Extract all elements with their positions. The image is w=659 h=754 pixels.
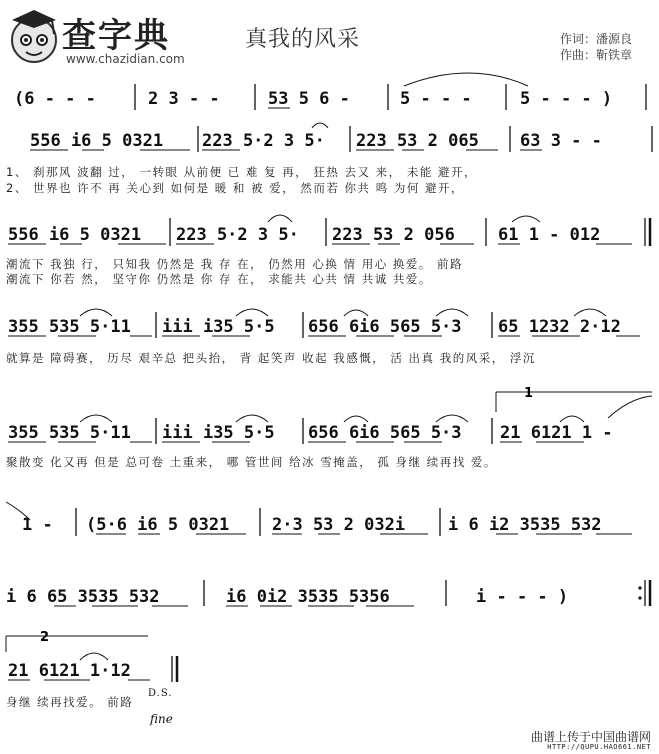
score-line0-m1: (6 - - - bbox=[14, 89, 96, 109]
song-title: 真我的风采 bbox=[245, 27, 361, 52]
lyric-verse2-line1: 2、 世界也 许不 再 关心到 如何是 暖 和 被 爱， 然而若 你共 鸣 为何 避开， bbox=[6, 181, 464, 195]
lyric-line3: 就算是 障碍赛， 历尽 艰辛总 把头抬， 背 起笑声 收起 我感慨， 活 出真 我的风采， 浮沉 bbox=[6, 351, 536, 365]
volta-2-label: 2 bbox=[40, 630, 50, 645]
score-line2-m3: 223 53 2 056 bbox=[332, 225, 455, 245]
score-line7-m1: 21 6121 1·12 bbox=[8, 661, 131, 681]
score-line3-m1: 355 535 5·11 bbox=[8, 317, 131, 337]
score-line5-m2: (5·6 i6 5 0321 bbox=[86, 515, 230, 535]
site-logo-name: 查字典 bbox=[62, 16, 170, 56]
lyric-verse2-line2: 潮流下 你若 然， 坚守你 仍然是 你 存 在， 求能共 心共 情 共诚 共爱。 bbox=[6, 272, 432, 286]
tie bbox=[404, 73, 528, 86]
lyric-line7: 身继 续再找爱。 前路 bbox=[6, 695, 134, 709]
score-line3-m3: 656 6i6 565 5·3 bbox=[308, 317, 462, 337]
lyric-verse1-line2: 潮流下 我独 行， 只知我 仍然是 我 存 在， 仍然用 心换 情 用心 换爱。 前路 bbox=[6, 257, 464, 271]
score-line4-m4: 21 6121 1 - bbox=[500, 423, 613, 443]
ds-marking: D.S. bbox=[148, 688, 173, 699]
score-line4-m2: iii i35 5·5 bbox=[162, 423, 275, 443]
score-line0-m3: 53 5 6 - bbox=[268, 89, 350, 109]
site-logo-url[interactable]: www.chazidian.com bbox=[66, 52, 185, 66]
score-line1-m1: 556 i6 5 0321 bbox=[30, 131, 164, 151]
score-line5-m1: 1 - bbox=[22, 515, 53, 535]
score-line2-m2: 223 5·2 3 5· bbox=[176, 225, 299, 245]
score-line2-m1: 556 i6 5 0321 bbox=[8, 225, 142, 245]
footer-text: 曲谱上传于中国曲谱网 bbox=[530, 730, 651, 744]
lyricist-credit: 作词：潘源良 bbox=[560, 32, 633, 46]
composer-credit: 作曲：靳铁章 bbox=[560, 48, 633, 62]
volta-1-label: 1 bbox=[524, 386, 534, 401]
score-line3-m2: iii i35 5·5 bbox=[162, 317, 275, 337]
lyric-line4: 聚散变 化又再 但是 总可卷 土重来， 哪 管世间 给冰 雪掩盖， 孤 身继 续再找 爱。 bbox=[6, 455, 497, 469]
score-line1-m4: 63 3 - - bbox=[520, 131, 602, 151]
score-line1-m2: 223 5·2 3 5· bbox=[202, 131, 325, 151]
score-line5-m3: 2·3 53 2 032i bbox=[272, 515, 406, 535]
score-line0-m4: 5 - - - bbox=[400, 89, 472, 109]
score-line0-m2: 2 3 - - bbox=[148, 89, 220, 109]
score-line4-m1: 355 535 5·11 bbox=[8, 423, 131, 443]
score-line3-m4: 65 1232 2·12 bbox=[498, 317, 621, 337]
score-line6-m3: i - - - ) bbox=[476, 587, 569, 607]
score-line5-m4: i 6 i2 3535 532 bbox=[448, 515, 602, 535]
score-line6-m1: i 6 65 3535 532 bbox=[6, 587, 160, 607]
footer-url[interactable]: HTTP://QUPU.HAO661.NET bbox=[547, 743, 651, 751]
fine-marking: fine bbox=[150, 712, 173, 726]
score-line1-m3: 223 53 2 065 bbox=[356, 131, 479, 151]
score-line0-m5: 5 - - - ) bbox=[520, 89, 613, 109]
score-line6-m2: i6 0i2 3535 5356 bbox=[226, 587, 390, 607]
score-line4-m3: 656 6i6 565 5·3 bbox=[308, 423, 462, 443]
lyric-verse1-line1: 1、 刹那风 波翻 过， 一转眼 从前便 已 难 复 再， 狂热 去又 来， 未能 避开， bbox=[6, 165, 477, 179]
score-line2-m4: 61 1 - 012 bbox=[498, 225, 601, 245]
